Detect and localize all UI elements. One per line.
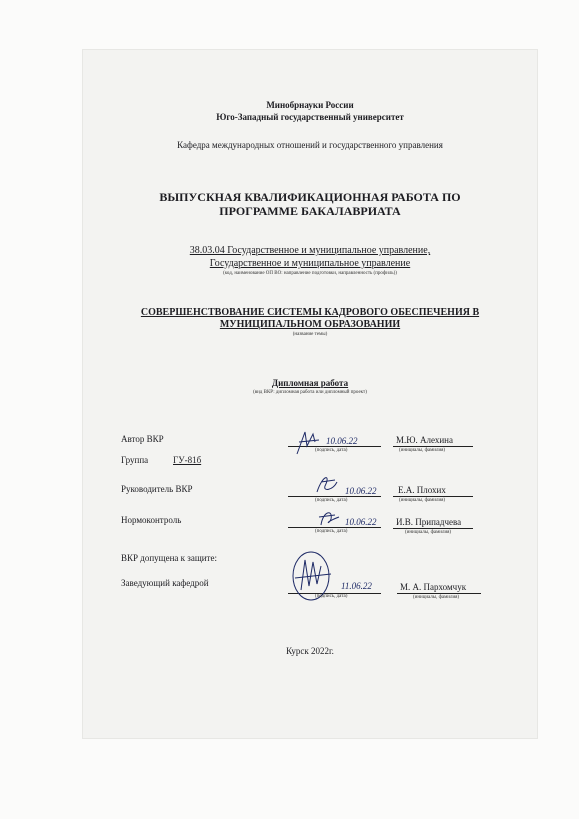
head-sig-caption: (подпись, дата): [315, 594, 348, 599]
group-label: Группа: [121, 455, 149, 465]
author-name: М.Ю. Алехина: [396, 435, 453, 445]
topic-caption: (название темы): [292, 332, 328, 337]
work-type-title-line1: ВЫПУСКНАЯ КВАЛИФИКАЦИОННАЯ РАБОТА ПО: [159, 190, 461, 204]
supervisor-label: Руководитель ВКР: [121, 484, 193, 494]
supervisor-signature: [313, 472, 341, 501]
norm-control-date: 10.06.22: [345, 517, 377, 527]
supervisor-name-caption: (инициалы, фамилия): [399, 498, 446, 503]
work-kind-value: Дипломная работа: [271, 378, 349, 388]
head-name: М. А. Пархомчук: [400, 582, 467, 592]
norm-control-name: И.В. Припадчева: [396, 517, 462, 527]
author-signature: [293, 428, 327, 463]
author-label: Автор ВКР: [121, 434, 164, 444]
supervisor-sig-caption: (подпись, дата): [315, 498, 348, 503]
author-sig-caption: (подпись, дата): [315, 448, 348, 453]
head-date: 11.06.22: [341, 581, 372, 591]
author-date: 10.06.22: [326, 436, 358, 446]
norm-control-label: Нормоконтроль: [121, 515, 182, 525]
department-line: Кафедра международных отношений и государственного управления: [177, 140, 443, 150]
head-name-caption: (инициалы, фамилия): [413, 595, 460, 600]
work-kind-caption: (вид ВКР: дипломная работа или дипломный проект): [253, 390, 367, 395]
supervisor-name-line: [393, 496, 473, 497]
program-line1: 38.03.04 Государственное и муниципальное управление,: [189, 245, 431, 256]
author-name-line: [393, 446, 473, 447]
author-name-caption: (инициалы, фамилия): [399, 448, 446, 453]
document-page: [83, 50, 537, 738]
norm-control-name-caption: (инициалы, фамилия): [405, 530, 452, 535]
topic-line2: МУНИЦИПАЛЬНОМ ОБРАЗОВАНИИ: [219, 319, 401, 330]
program-caption: (код, наименование ОП ВО: направление подготовки, направленность (профиль)): [223, 271, 397, 276]
ministry-line: Минобрнауки России: [266, 100, 354, 110]
norm-control-sig-caption: (подпись, дата): [315, 529, 348, 534]
supervisor-name: Е.А. Плохих: [398, 485, 446, 495]
topic-line1: СОВЕРШЕНСТВОВАНИЕ СИСТЕМЫ КАДРОВОГО ОБЕСПЕЧЕНИЯ В: [140, 307, 480, 318]
group-value: ГУ-81б: [173, 455, 202, 465]
head-name-line: [397, 593, 481, 594]
city-year: Курск 2022г.: [286, 646, 334, 656]
program-line2: Государственное и муниципальное управление: [209, 258, 411, 269]
norm-control-name-line: [393, 528, 473, 529]
supervisor-date: 10.06.22: [345, 486, 377, 496]
university-line: Юго-Западный государственный университет: [216, 112, 404, 122]
work-type-title-line2: ПРОГРАММЕ БАКАЛАВРИАТА: [219, 204, 401, 218]
head-of-department-label: Заведующий кафедрой: [121, 578, 209, 588]
admission-label: ВКР допущена к защите:: [121, 553, 217, 563]
